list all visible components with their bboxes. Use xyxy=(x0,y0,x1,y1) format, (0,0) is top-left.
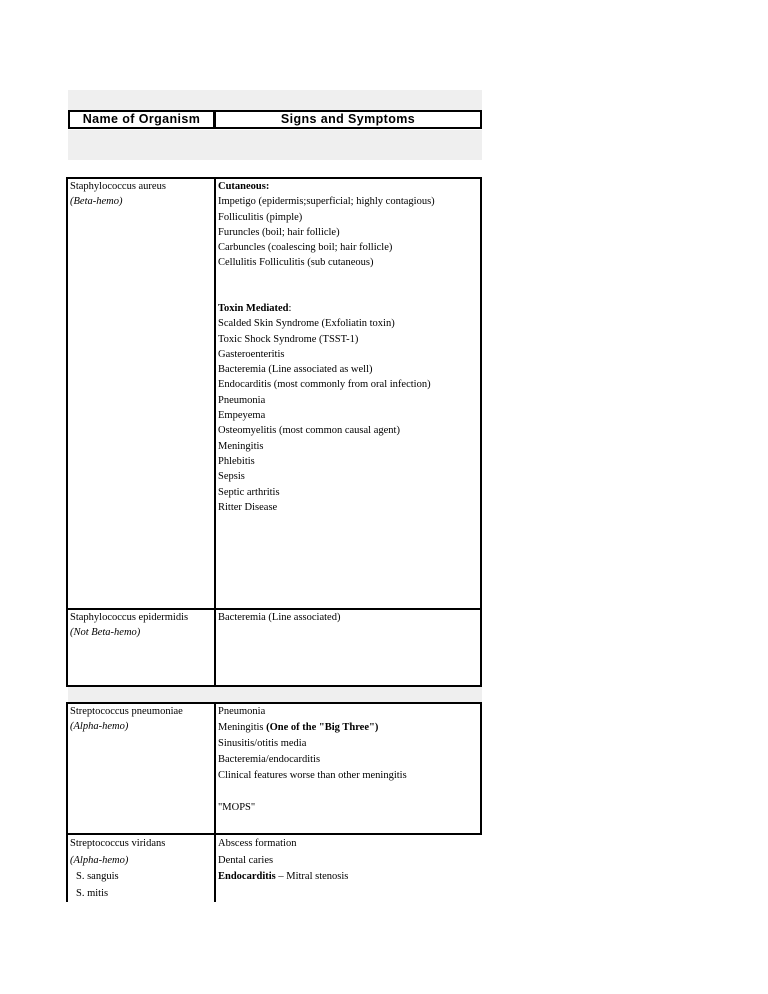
symptom-item: Scalded Skin Syndrome (Exfoliatin toxin) xyxy=(218,318,395,330)
symptom-item: Furuncles (boil; hair follicle) xyxy=(218,226,340,238)
header-symptoms-label: Signs and Symptoms xyxy=(280,112,416,126)
symptom-item-endocarditis xyxy=(218,869,480,886)
header-organism-label: Name of Organism xyxy=(82,112,201,126)
symptom-item: Sinusitis/otitis media xyxy=(218,738,307,749)
symptom-item: Sepsis xyxy=(218,471,245,483)
symptom-item: Bacteremia (Line associated) xyxy=(218,612,341,623)
top-gray-band xyxy=(68,90,482,110)
symptom-item: Abscess formation xyxy=(218,838,297,849)
symptom-item: Cellulitis Folliculitis (sub cutaneous) xyxy=(218,257,374,269)
toxin-heading xyxy=(218,301,480,316)
toxin-label: Toxin Mediated xyxy=(218,303,289,314)
symptom-item: Bacteremia/endocarditis xyxy=(218,754,321,765)
symptom-item: Phlebitis xyxy=(218,455,255,467)
section-staphylococcus-divider xyxy=(214,177,216,687)
row-viridans-symptoms xyxy=(218,836,480,886)
row-pneumoniae-symptoms xyxy=(218,704,480,784)
mnemonic: "MOPS" xyxy=(218,802,256,813)
organism-name: Streptococcus viridans xyxy=(70,838,166,849)
row-pneumoniae-mnemonic xyxy=(218,800,480,815)
symptom-item: Meningitis xyxy=(218,440,264,452)
row-aureus-symptoms xyxy=(218,179,480,271)
symptom-item: Pneumonia xyxy=(218,394,266,406)
symptom-item: Ritter Disease xyxy=(218,501,278,513)
toxin-colon: : xyxy=(288,303,292,314)
symptom-item: Carbuncles (coalescing boil; hair follicle) xyxy=(218,242,393,254)
symptom-item: Osteomyelitis (most common causal agent) xyxy=(218,425,400,437)
symptom-item: Toxic Shock Syndrome (TSST-1) xyxy=(218,333,359,345)
row-epidermidis-organism xyxy=(70,610,214,640)
header-gray-band xyxy=(68,130,482,160)
symptom-item: Pneumonia xyxy=(218,706,266,717)
organism-name: Streptococcus pneumoniae xyxy=(70,706,183,717)
row-epidermidis-symptoms xyxy=(218,610,480,625)
row-aureus-organism xyxy=(70,179,214,209)
separator-gray-band xyxy=(68,686,482,702)
symptom-plain: – Mitral stenosis xyxy=(275,871,349,882)
cutaneous-label: Cutaneous: xyxy=(218,181,270,192)
symptom-item: Dental caries xyxy=(218,854,274,866)
symptom-item: Impetigo (epidermis;superficial; highly contagious) xyxy=(218,196,435,208)
section-pneumoniae-divider xyxy=(214,702,216,835)
section-viridans-left-border xyxy=(66,834,68,902)
species-item: S. mitis xyxy=(76,887,109,899)
species-item: S. sanguis xyxy=(76,871,119,882)
hemolysis-type: (Alpha-hemo) xyxy=(70,854,129,866)
symptom-item: Gasteroenteritis xyxy=(218,348,285,360)
row-pneumoniae-organism xyxy=(70,704,214,734)
row-aureus-toxin-symptoms xyxy=(218,301,480,515)
hemolysis-type: (Not Beta-hemo) xyxy=(70,627,141,638)
organism-name: Staphylococcus aureus xyxy=(70,181,166,192)
symptom-bold-note: (One of the "Big Three") xyxy=(266,722,379,733)
symptom-bold: Endocarditis xyxy=(218,871,276,882)
symptom-item: Septic arthritis xyxy=(218,486,280,498)
organism-name: Staphylococcus epidermidis xyxy=(70,612,189,623)
symptom-item-meningitis xyxy=(218,720,480,736)
hemolysis-type: (Alpha-hemo) xyxy=(70,721,129,732)
symptom-item: Empeyema xyxy=(218,410,266,422)
section-viridans-divider xyxy=(214,834,216,902)
hemolysis-type: (Beta-hemo) xyxy=(70,196,123,207)
symptom-item: Folliculitis (pimple) xyxy=(218,211,303,223)
symptom-item: Endocarditis (most commonly from oral infection) xyxy=(218,379,431,391)
symptom-item: Bacteremia (Line associated as well) xyxy=(218,364,373,376)
symptom-item: Clinical features worse than other meningitis xyxy=(218,770,407,781)
symptom-plain: Meningitis xyxy=(218,722,267,733)
row-viridans-organism xyxy=(70,836,214,902)
